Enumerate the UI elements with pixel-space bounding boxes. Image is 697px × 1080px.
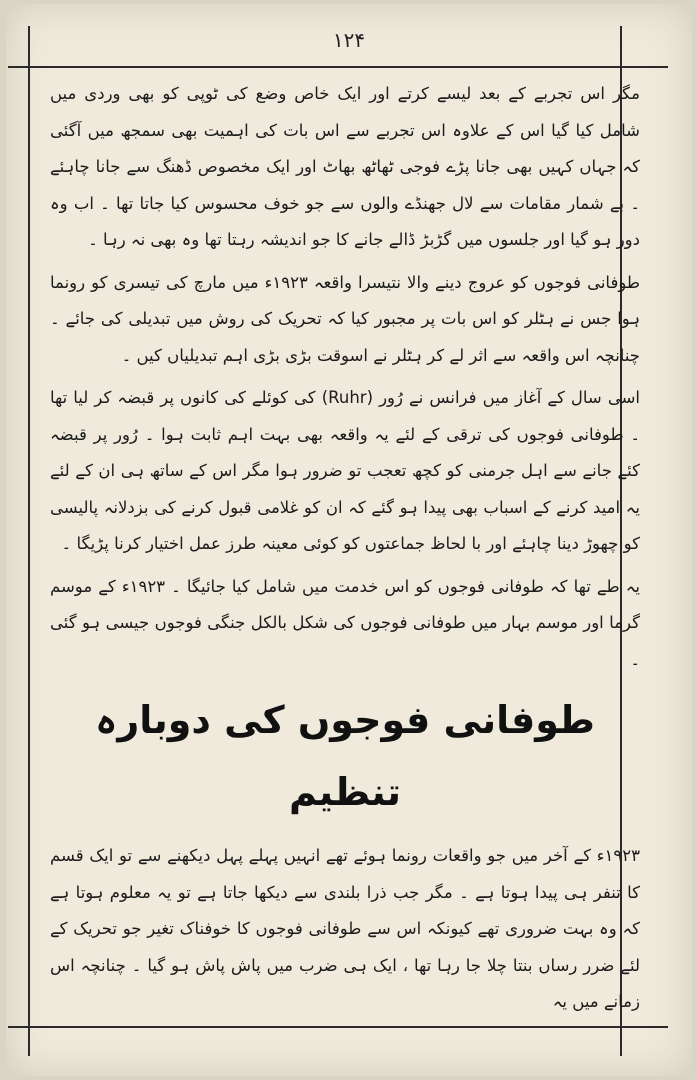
- page-number: ۱۲۴: [332, 28, 366, 52]
- paragraph-1: مگر اس تجربے کے بعد لیسے کرتے اور ایک خاص وضع کی ٹوپی کو بھی وردی میں شامل کیا گیا اس کے علاوہ اس تجربے سے اس بات کی اہمیت بھی سمجھ میں آگئی کہ جہاں کہیں بھی جانا پڑے فوجی ٹھاٹھ بھاٹ اور ایک مخصوص ڈھنگ سے جانا چاہئے ۔ بے شمار مقامات سے لال جھنڈے والوں سے جو خوف محسوس کیا جاتا تھا ۔ اب وہ دور ہو گیا اور جلسوں میں گڑبڑ ڈالے جانے کا جو اندیشہ رہتا تھا وہ بھی نہ رہا ۔: [50, 84, 640, 249]
- section-heading: طوفانی فوجوں کی دوبارہ تنظیم: [95, 698, 595, 814]
- book-page: [6, 4, 692, 1076]
- body-text: [50, 76, 640, 1027]
- top-rule: [8, 66, 668, 68]
- paragraph-2: طوفانی فوجوں کو عروج دینے والا نتیسرا واقعہ ۱۹۲۳ء میں مارچ کی تیسری کو رونما ہوا جس نے ہٹلر کو اس بات پر مجبور کیا کہ تحریک کی روش میں تبدیلی کی جائے ۔ چنانچہ اس واقعہ سے اثر لے کر ہٹلر نے اسوقت بڑی بڑی اہم تبدیلیاں کیں ۔: [50, 272, 640, 365]
- paragraph-3: اسی سال کے آغاز میں فرانس نے رُور (Ruhr) کی کوئلے کی کانوں پر قبضہ کر لیا تھا ۔ طوفانی فوجوں کی ترقی کے لئے یہ واقعہ بھی بہت اہم ثابت ہوا ۔ رُور پر قبضہ کئے جانے سے اہل جرمنی کو کچھ تعجب تو ضرور ہوا مگر اس کے ساتھ ہی ان کے لئے یہ امید کرنے کے اسباب بھی پیدا ہو گئے کہ ان کو غلامی قبول کرنے کی بزدلانہ پالیسی کو چھوڑ دینا چاہئے اور با لحاظ جماعتوں کو کوئی معینہ طرز عمل اختیار کرنا پڑیگا ۔: [50, 388, 640, 553]
- paragraph-5: ۱۹۲۳ء کے آخر میں جو واقعات رونما ہوئے تھے انہیں پہلے پہل دیکھنے سے تو ایک قسم کا تنفر ہی پیدا ہوتا ہے ۔ مگر جب ذرا بلندی سے دیکھا جاتا ہے تو یہ معلوم ہوتا ہے کہ وہ بہت ضروری تھے کیونکہ اس سے طوفانی فوجوں کا خوفناک تغیر جو تحریک کے لئے ضرر رساں بنتا چلا جا رہا تھا ، ایک ہی ضرب میں پاش پاش ہو گیا ۔ چنانچہ اس زمانے میں یہ: [50, 846, 640, 1011]
- left-rule: [28, 26, 30, 1056]
- paragraph-4: یہ طے تھا کہ طوفانی فوجوں کو اس خدمت میں شامل کیا جائیگا ۔ ۱۹۲۳ء کے موسم گرما اور موسم بہار میں طوفانی فوجوں کی شکل بالکل جنگی فوجوں جیسی ہو گئی ۔: [50, 576, 640, 669]
